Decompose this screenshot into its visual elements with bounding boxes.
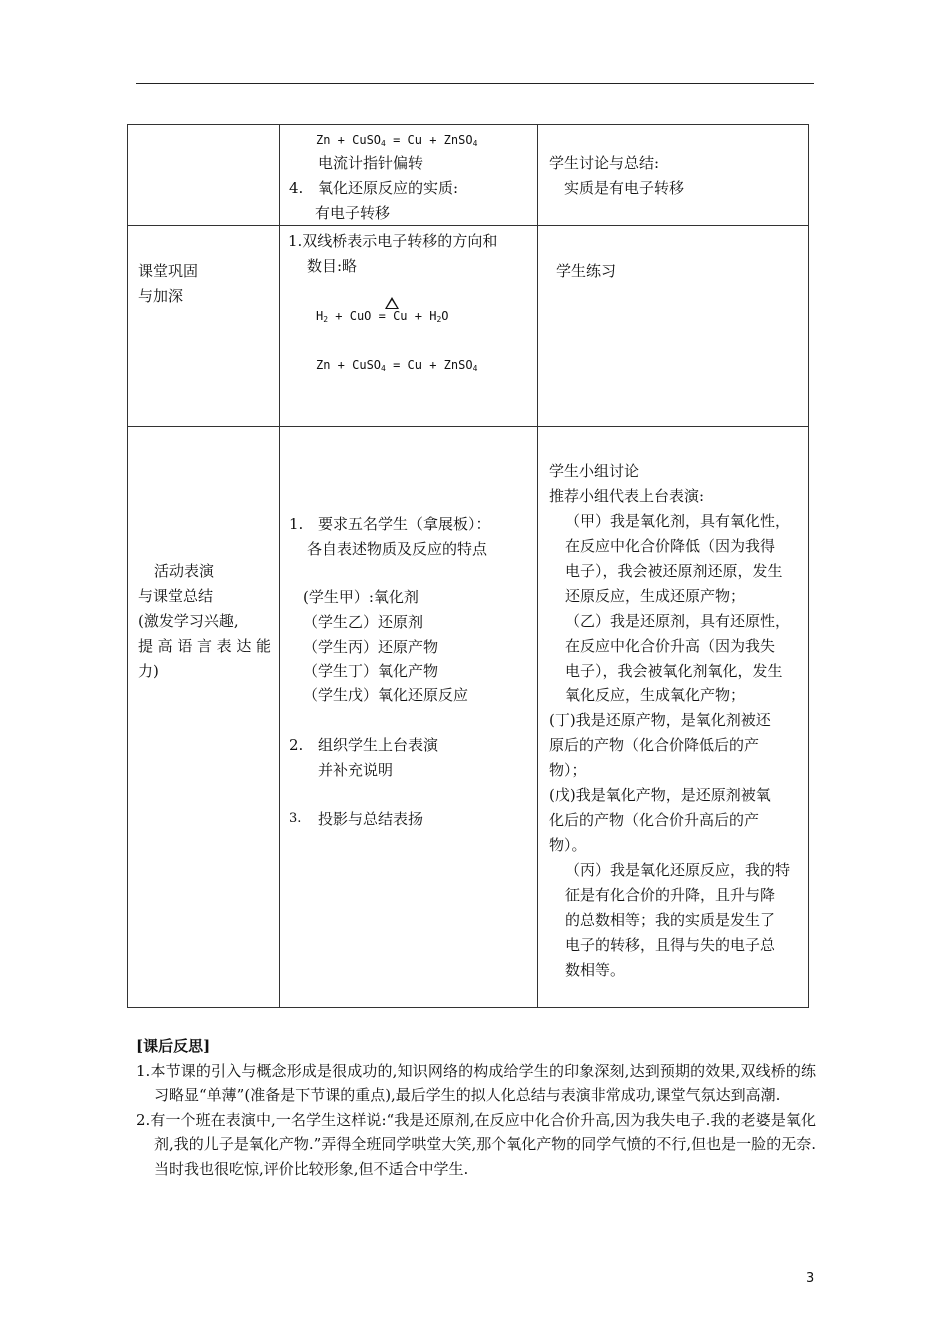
role-bing-line: 征是有化合价的升降，且升与降 — [565, 886, 776, 904]
role-jia-line: （甲）我是氧化剂，具有氧化性， — [565, 512, 791, 530]
equation-zn-cuso4: Zn + CuSO$_4$ = Cu + ZnSO$_4$ — [316, 358, 478, 373]
student-practice-label: 学生练习 — [556, 262, 617, 280]
row3-right-cell — [538, 427, 809, 1008]
reflection-item: 1.本节课的引入与概念形成是很成功的,知识网络的构成给学生的印象深刻,达到预期的效果,双线桥的练习略显“单薄”(准备是下节课的重点),最后学生的拟人化总结与表演非常成功,课堂气氛达到高潮. — [136, 1061, 816, 1104]
role-student-ding: （学生丁）氧化产物 — [303, 662, 439, 680]
row1-left-cell — [128, 125, 280, 226]
role-wu-line: 化后的产物（化合价升高后的产 — [549, 811, 760, 829]
role-student-wu: （学生戊）氧化还原反应 — [303, 686, 469, 704]
group-rep-label: 推荐小组代表上台表演: — [549, 487, 705, 505]
consolidation-label: 课堂巩固 — [138, 262, 199, 280]
row2-left-cell — [128, 226, 280, 427]
post-class-reflection — [136, 1034, 816, 1181]
group-discussion-label: 学生小组讨论 — [549, 462, 640, 480]
row1-right-cell — [538, 125, 809, 226]
role-yi-line: 氧化反应，生成氧化产物； — [565, 686, 746, 704]
purpose-line-2: 提高语言表达能 — [138, 637, 271, 655]
summary-label: 与课堂总结 — [138, 587, 214, 605]
student-discussion-label: 学生讨论与总结: — [549, 154, 660, 172]
role-jia-line: 电子），我会被还原剂还原，发生 — [565, 562, 783, 580]
reflection-item: 2.有一个班在表演中,一名学生这样说:“我是还原剂,在反应中化合价升高,因为我失电子.我的老婆是氧化剂,我的儿子是氧化产物.”弄得全班同学哄堂大笑,那个氧化产物的同学气愤的不行,但也是一脸的无奈.当时我也很吃惊,评价比较形象,但不适合中学生. — [136, 1110, 816, 1178]
deepening-label: 与加深 — [138, 287, 184, 305]
activity-item-2-text: 组织学生上台表演 — [318, 736, 439, 754]
table-row — [128, 125, 809, 226]
header-rule — [136, 83, 814, 84]
row1-middle-cell — [280, 125, 538, 226]
activity-item-3-number: 3. — [289, 811, 302, 826]
role-jia-line: 在反应中化合价降低（因为我得 — [565, 537, 776, 555]
role-ding-line: (丁)我是还原产物，是氧化剂被还 — [549, 711, 771, 729]
role-yi-line: 电子），我会被氧化剂氧化，发生 — [565, 662, 783, 680]
role-bing-line: 数相等。 — [565, 961, 626, 979]
row2-right-cell — [538, 226, 809, 427]
reflection-title: [课后反思] — [136, 1037, 211, 1055]
role-yi-line: （乙）我是还原剂，具有还原性， — [565, 612, 791, 630]
role-bing-line: 的总数相等；我的实质是发生了 — [565, 911, 776, 929]
purpose-line-3: 力) — [138, 662, 159, 680]
role-wu-line: (戊)我是氧化产物，是还原剂被氧 — [549, 786, 771, 804]
page-number: 3 — [806, 1271, 815, 1286]
equation-zn-cuso4: Zn + CuSO$_4$ = Cu + ZnSO$_4$ — [316, 133, 478, 148]
activity-item-3-text: 投影与总结表扬 — [318, 810, 424, 828]
lesson-plan-table — [127, 124, 809, 1008]
activity-item-1-cont: 各自表述物质及反应的特点 — [307, 540, 488, 558]
activity-item-1-text: 要求五名学生（拿展板）： — [318, 515, 491, 533]
activity-label: 活动表演 — [154, 562, 215, 580]
role-yi-line: 在反应中化合价升高（因为我失 — [565, 637, 776, 655]
current-deflection-text: 电流计指针偏转 — [318, 154, 424, 172]
row2-middle-cell — [280, 226, 538, 427]
table-row — [128, 427, 809, 1008]
role-student-jia: (学生甲）:氧化剂 — [303, 588, 419, 606]
role-jia-line: 还原反应，生成还原产物； — [565, 587, 746, 605]
double-bridge-item: 1.双线桥表示电子转移的方向和 — [288, 232, 498, 250]
essence-summary: 实质是有电子转移 — [564, 179, 685, 197]
row3-left-cell — [128, 427, 280, 1008]
activity-item-2-number: 2. — [289, 736, 304, 754]
role-wu-line: 物）。 — [549, 836, 587, 854]
double-bridge-item-cont: 数目:略 — [307, 257, 358, 275]
row3-middle-cell — [280, 427, 538, 1008]
role-student-yi: （学生乙）还原剂 — [303, 613, 424, 631]
role-bing-line: 电子的转移，且得与失的电子总 — [565, 936, 776, 954]
table-row — [128, 226, 809, 427]
item-4-answer: 有电子转移 — [315, 204, 391, 222]
activity-item-1-number: 1. — [289, 515, 304, 533]
equation-h2-cuo: $H_2$ + CuO = $Cu + H_2O$ — [316, 309, 449, 324]
activity-item-2-cont: 并补充说明 — [318, 761, 394, 779]
role-bing-line: （丙）我是氧化还原反应，我的特 — [565, 861, 791, 879]
purpose-line-1: (激发学习兴趣, — [138, 612, 239, 630]
item-4-number: 4. — [289, 179, 304, 197]
item-4-text: 氧化还原反应的实质: — [318, 179, 459, 197]
role-student-bing: （学生丙）还原产物 — [303, 638, 439, 656]
role-ding-line: 原后的产物（化合价降低后的产 — [549, 736, 760, 754]
role-ding-line: 物）； — [549, 761, 587, 779]
